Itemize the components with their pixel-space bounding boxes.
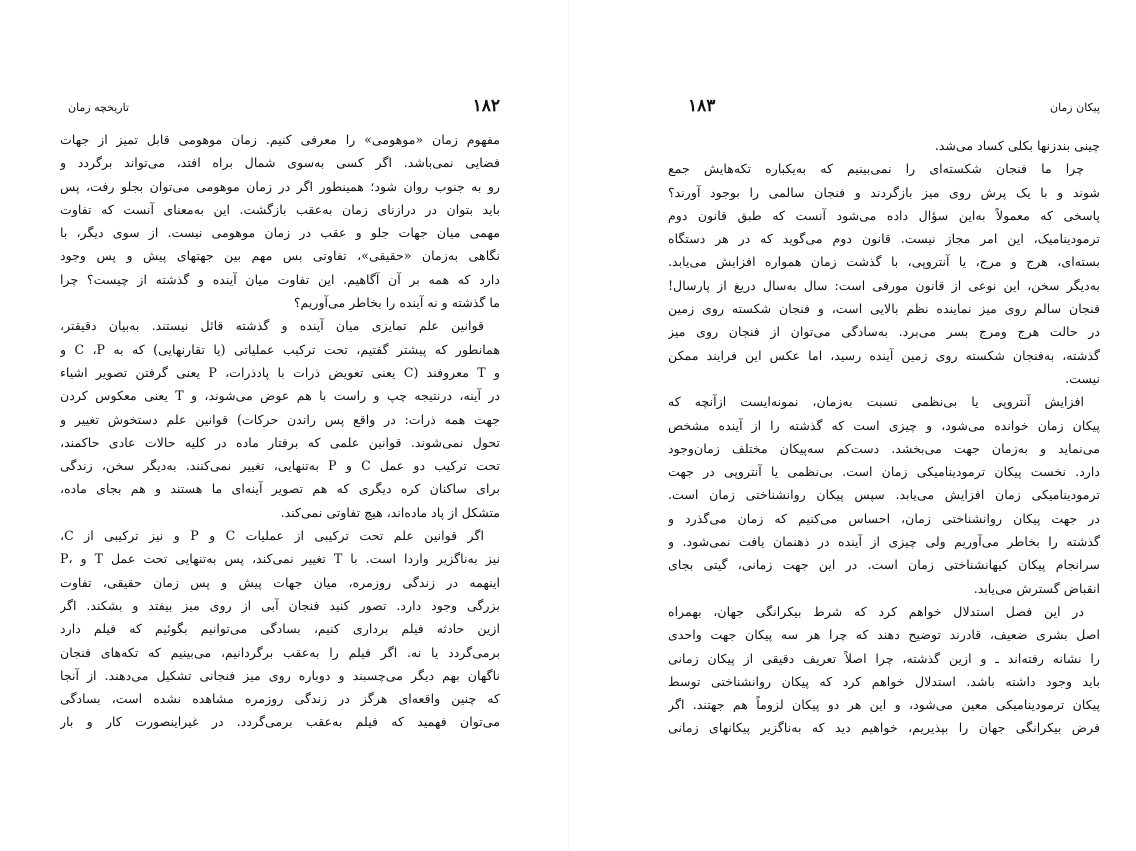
text-line: می‌نماید و به‌زمان جهت می‌بخشد. دست‌کم سه‌پیکان مختلف زمان‌وجود	[668, 440, 1100, 456]
page-number: ۱۸۲	[472, 96, 500, 116]
text-line: بزرگی وجود دارد. تصور کنید فنجان آبی از روی میز بیفتد و بشکند. اگر	[60, 597, 500, 613]
text-line: به‌دیگر سخن، این نوعی از قانون مورفی است: سال به‌سال دریغ از پارسال!	[668, 277, 1100, 293]
text-line: سرانجام پیکان کیهانشناختی زمان است. در این جهت زمانی، گیتی بجای	[668, 557, 1100, 573]
text-line: ترمودینامیک، این امر مجاز نیست. قانون دوم می‌گوید که در هر دستگاه	[668, 231, 1100, 247]
right-page-body	[668, 134, 1100, 740]
text-line: که چنین واقعه‌ای هرگز در زندگی روزمره مشاهده نشده است، بسادگی	[60, 691, 500, 707]
running-head: پیکان زمان	[1049, 101, 1100, 114]
text-line: برمی‌گردد یا نه. اگر فیلم را به‌عقب برگردانیم، می‌بینیم که تکه‌های فنجان	[60, 644, 500, 660]
text-line: ناگهان بهم دیگر می‌چسبند و دوباره روی میز فنجانی تشکیل می‌دهند. از آنجا	[60, 667, 500, 683]
text-line: رو به جنوب روان شود؛ همینطور اگر در زمان موهومی می‌توان بجلو رفت، پس	[60, 178, 500, 194]
text-line: بسته‌ای، هرج و مرج، یا آنتروپی، با گذشت زمان همواره افزایش می‌یابد.	[668, 254, 1100, 270]
text-line: جهت همه ذرات: در واقع پس راندن حرکات) قوانین علم دستخوش تغییر و	[60, 411, 500, 427]
right-page	[640, 0, 1100, 851]
left-page	[40, 0, 500, 851]
text-line: تحت ترکیب دو عمل C و P به‌تنهایی، تغییر نمی‌کنند. به‌دیگر سخن، زندگی	[60, 458, 500, 474]
text-line: در جهت پیکان روانشناختی زمان، احساس می‌کنیم که زمان می‌گذرد و	[668, 510, 1100, 526]
text-line: پیکان ترمودینامیکی معین می‌شود، و این هر دو پیکان لزوماً هم جهتند. اگر	[668, 697, 1100, 713]
left-page-body	[60, 128, 500, 734]
text-line: برای ساکنان کره دیگری که هم تصویر آینه‌ای ما هستند و هم بجای ماده،	[60, 481, 500, 497]
text-line: شوند و با یک پرش روی میز بازگردند و فنجان سالمی را بوجود آورند؟	[668, 184, 1100, 200]
text-line: دارد که همه بر آن آگاهیم. این تفاوت میان آینده و گذشته از چیست؟ چرا	[60, 271, 500, 287]
text-line: در این فصل استدلال خواهم کرد که شرط بیکرانگی جهان، بهمراه	[668, 603, 1084, 619]
text-line: چینی بندزنها بکلی کساد می‌شد.	[934, 138, 1100, 153]
text-line: در حالت هرج ومرج بسر می‌برد. به‌سادگی می‌توان از فنجان روی میز	[668, 324, 1100, 340]
text-line: نگاهی به‌زمان «حقیقی»، تفاوتی بس مهم بین جهتهای پیش و پس وجود	[60, 248, 500, 264]
text-line: مهمی میان جهات جلو و عقب در زمان موهومی نیست. از سوی دیگر، با	[60, 225, 500, 241]
text-line: پاسخی که معمولاً به‌این سؤال داده می‌شود آنست که طبق قانون دوم	[668, 207, 1100, 223]
text-line: دارد. نخست پیکان ترمودینامیکی زمان است. بی‌نظمی یا آنتروپی در جهت	[668, 464, 1100, 480]
text-line: گذشته را بخاطر می‌آوریم ولی چیزی از آینده در ذهنمان یافت نمی‌شود. و	[668, 534, 1100, 550]
text-line: باید بتوان در درازنای زمان به‌عقب بازگشت. این به‌معنای آنست که تفاوت	[60, 201, 500, 217]
book-gutter	[568, 0, 569, 851]
text-line: و T معروفند (C یعنی تعویض ذرات با پادذرات، P یعنی گرفتن تصویر اشیاء	[60, 364, 500, 380]
text-line: مفهوم زمان «موهومی» را معرفی کنیم. زمان موهومی قابل تمیز از جهات	[60, 132, 500, 147]
text-line: چرا ما فنجان شکسته‌ای را نمی‌بینیم که به‌یکباره تکه‌هایش جمع	[668, 161, 1084, 177]
text-line: افزایش آنتروپی یا بی‌نظمی نسبت به‌زمان، نمونه‌ایست ازآنچه که	[668, 394, 1084, 410]
text-line: را نشانه رفته‌اند ـ و ازین گذشته، چرا اصلاً تعریف دقیقی از پیکان زمانی	[668, 650, 1100, 666]
text-line: فرض بیکرانگی جهان را بپذیریم، خواهیم دید که به‌ناگزیر پیکانهای زمانی	[668, 720, 1100, 736]
text-line: قوانین علم تمایزی میان آینده و گذشته قائل نیستند. به‌بیان دقیقتر،	[60, 318, 484, 334]
text-line: پیکان زمان خوانده می‌شود، و چیزی است که گذشته را از آینده مشخص	[668, 417, 1100, 433]
text-line: متشکل از پاد ماده‌اند، هیچ تفاوتی نمی‌کند.	[280, 504, 500, 520]
text-line: می‌توان فهمید که فیلم به‌عقب برمی‌گردد. در غیراینصورت کار و بار	[60, 714, 500, 730]
right-page-header	[660, 96, 1100, 118]
running-head: تاریخچه زمان	[68, 101, 130, 114]
text-line: ترمودینامیکی زمان افزایش می‌یابد. سپس پیکان روانشناختی زمان است.	[668, 487, 1100, 503]
text-line: تحول نمی‌شوند. قوانین علمی که برفتار ماده در کلیه حالات عادی حاکمند،	[60, 434, 500, 450]
text-line: فضایی نمی‌باشد. اگر کسی به‌سوی شمال براه افتد، می‌تواند برگردد و	[60, 155, 500, 171]
text-line: فنجان سالم روی میز نماینده نظم بالایی است، و فنجان شکسته روی زمین	[668, 301, 1100, 317]
text-line: ازین حادثه فیلم برداری کنیم، بسادگی می‌توانیم بگوئیم که فیلم دارد	[60, 621, 500, 637]
text-line: گذشته، به‌فنجان شکسته روی زمین آینده رسید، اما عکس این فرایند ممکن	[668, 347, 1100, 363]
text-line: اصل بشری ضعیف، قادرند توضیح دهند که چرا هر سه پیکان جهت واحدی	[668, 627, 1100, 643]
text-line: P، و T تغییر نمی‌کند، پس به‌تنهایی تحت عمل T نیز به‌ناگزیر واردا است. با	[60, 551, 500, 567]
text-line: باید وجود داشته باشد. استدلال خواهم کرد که پیکان روانشناختی توسط	[668, 673, 1100, 689]
text-line: همانطور که پیشتر گفتیم، تحت ترکیب عملیاتی (یا تقارنهایی) که به C ،P و	[60, 341, 500, 357]
text-line: ما گذشته و نه آینده را بخاطر می‌آوریم؟	[293, 295, 500, 311]
left-page-header	[60, 96, 500, 118]
page-number: ۱۸۳	[688, 96, 716, 116]
text-line: در آینه، درنتیجه چپ و راست با هم عوض می‌شوند، و T یعنی معکوس کردن	[60, 388, 500, 404]
text-line: اینهمه در زندگی روزمره، میان جهات پیش و پس زمان حقیقی، تفاوت	[60, 574, 500, 590]
text-line: نیست.	[1065, 370, 1100, 386]
text-line: اگر قوانین علم تحت ترکیبی از عملیات C و P و نیز ترکیبی از C،	[60, 528, 485, 544]
text-line: انقباض گسترش می‌یابد.	[973, 580, 1100, 596]
